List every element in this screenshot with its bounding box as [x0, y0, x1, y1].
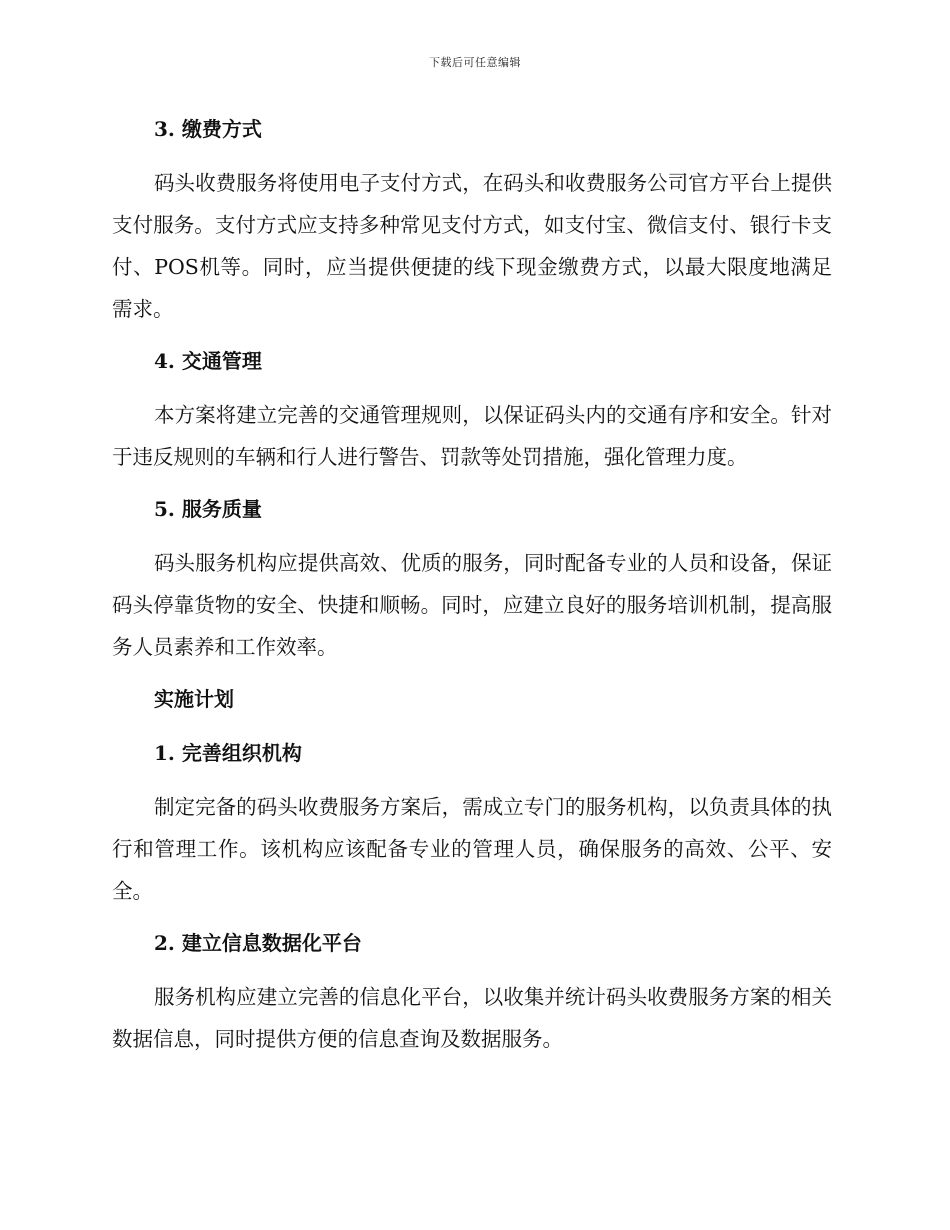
section-heading-implementation-plan: 实施计划 [154, 687, 234, 711]
section-paragraph-payment: 码头收费服务将使用电子支付方式，在码头和收费服务公司官方平台上提供支付服务。支付方式应支持多种常见支付方式，如支付宝、微信支付、银行卡支付、POS机等。同时，应当提供便捷的线下现金缴费方式，以最大限度地满足需求。 [112, 171, 832, 321]
section-paragraph-organization: 制定完备的码头收费服务方案后，需成立专门的服务机构，以负责具体的执行和管理工作。该机构应该配备专业的管理人员，确保服务的高效、公平、安全。 [112, 795, 832, 903]
header-note: 下载后可任意编辑 [429, 56, 521, 69]
section-heading-data-platform: 2. 建立信息数据化平台 [154, 931, 362, 955]
section-heading-organization: 1. 完善组织机构 [154, 741, 302, 765]
section-heading-payment: 3. 缴费方式 [154, 117, 262, 141]
section-heading-service-quality: 5. 服务质量 [154, 497, 262, 521]
section-paragraph-data-platform: 服务机构应建立完善的信息化平台，以收集并统计码头收费服务方案的相关数据信息，同时提供方便的信息查询及数据服务。 [112, 985, 832, 1051]
document-body [112, 108, 832, 1070]
section-heading-traffic: 4. 交通管理 [154, 349, 262, 373]
section-paragraph-service-quality: 码头服务机构应提供高效、优质的服务，同时配备专业的人员和设备，保证码头停靠货物的安全、快捷和顺畅。同时，应建立良好的服务培训机制，提高服务人员素养和工作效率。 [112, 551, 832, 659]
section-paragraph-traffic: 本方案将建立完善的交通管理规则，以保证码头内的交通有序和安全。针对于违反规则的车辆和行人进行警告、罚款等处罚措施，强化管理力度。 [112, 403, 832, 469]
